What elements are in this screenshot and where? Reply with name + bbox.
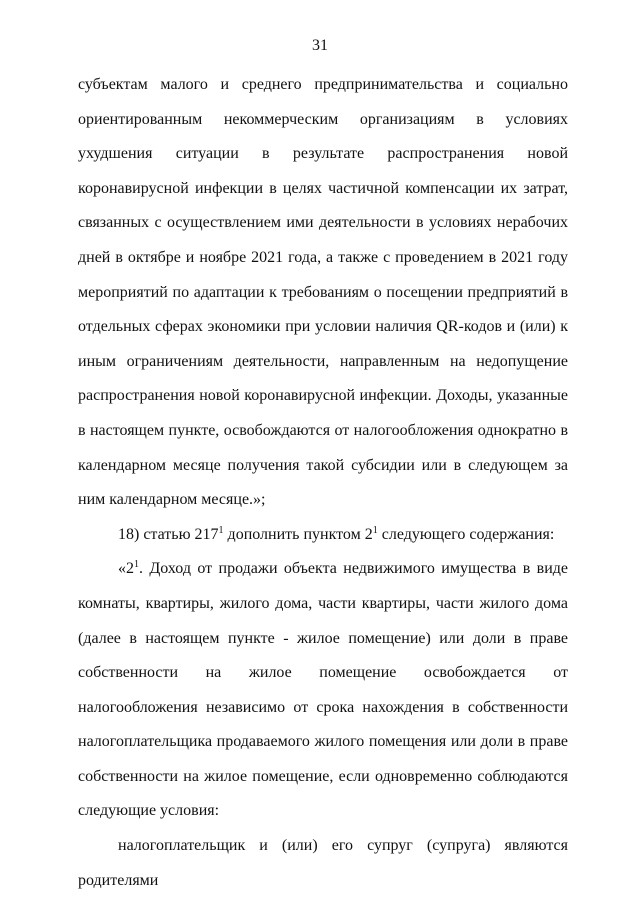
amendment-text-part-2: дополнить пунктом 2 [223,525,373,543]
amendment-text-part-3: следующего содержания: [377,525,555,543]
clause-superscript: 1 [134,559,139,571]
paragraph-subsidy-exemption: субъектам малого и среднего предпринимательства и социально ориентированным некоммерческим организациям в условиях ухудшения ситуации в результате распространения новой коронавирусной инфекции в целях частичной компенсации их затрат, связанных с осуществлением ими деятельности в условиях нерабочих дней в октябре и ноябре 2021 года, а также с проведением в 2021 году мероприятий по адаптации к требованиям о посещении предприятий в отдельных сферах экономики при условии наличия QR-кодов и (или) к иным ограничениям деятельности, направленным на недопущение распространения новой коронавирусной инфекции. Доходы, указанные в настоящем пункте, освобождаются от налогообложения однократно в календарном месяце получения такой субсидии или в следующем за ним календарном месяце.»; [78,76,568,509]
paragraph-conditions-start: налогоплательщик и (или) его супруг (супруга) являются родителями [78,837,568,889]
document-body [78,68,568,898]
superscript-1: 1 [218,524,224,536]
amendment-text-part-1: 18) статью 217 [118,525,219,543]
paragraph-real-estate-income [78,552,568,829]
clause-number-prefix: «2 [118,560,134,578]
clause-body-text: . Доход от продажи объекта недвижимого имущества в виде комнаты, квартиры, жилого дома, части квартиры, части жилого дома (далее в настоящем пункте - жилое помещение) или доли в праве собственности на жилое помещение освобождается от налогообложения независимо от срока нахождения в собственности налогоплательщика продаваемого жилого помещения или доли в праве собственности на жилое помещение, если одновременно соблюдаются следующие условия: [78,560,568,820]
page-number: 31 [312,37,328,54]
superscript-2: 1 [372,524,378,536]
paragraph-article-amendment [78,518,568,553]
